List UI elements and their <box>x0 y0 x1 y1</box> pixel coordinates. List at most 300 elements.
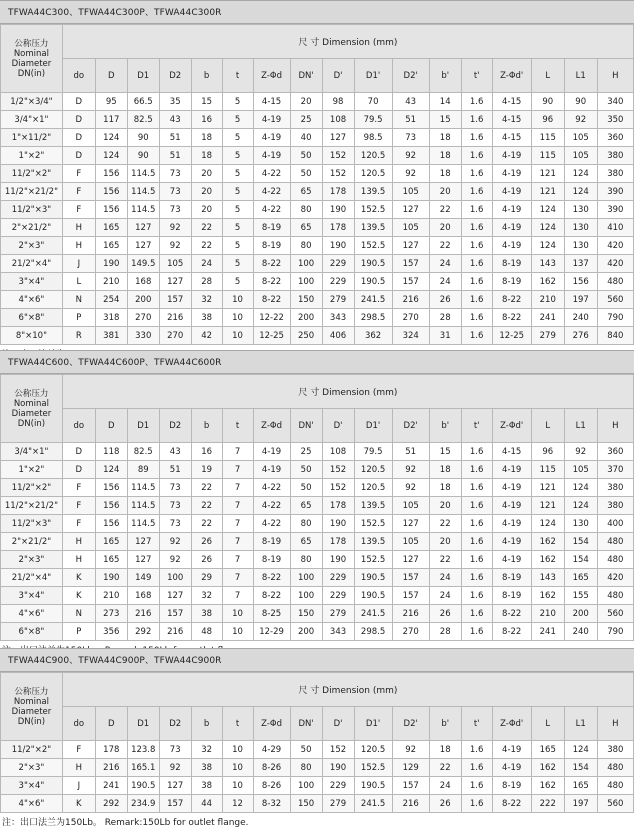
table-cell: 480 <box>597 533 633 551</box>
table-cell: 380 <box>597 741 633 759</box>
table-cell: 4-19 <box>253 129 290 147</box>
table-cell: 241 <box>531 309 564 327</box>
table-row <box>1 587 634 605</box>
table-cell: 298.5 <box>354 623 392 641</box>
table-cell: F <box>62 201 95 219</box>
table-cell: 7 <box>222 587 253 605</box>
table-cell: 350 <box>597 111 633 129</box>
column-header: Z-Φd' <box>492 409 531 443</box>
column-header: t <box>222 707 253 741</box>
size-cell: 6"×8" <box>1 309 63 327</box>
table-cell: 8-19 <box>492 587 531 605</box>
table-cell: H <box>62 237 95 255</box>
table-cell: 18 <box>429 129 461 147</box>
table-cell: 38 <box>191 605 222 623</box>
table-cell: 79.5 <box>354 443 392 461</box>
table-cell: 8-19 <box>253 533 290 551</box>
table-cell: 276 <box>564 327 597 345</box>
table-cell: 28 <box>429 623 461 641</box>
table-cell: 96 <box>531 111 564 129</box>
table-cell: 50 <box>290 479 322 497</box>
table-row <box>1 497 634 515</box>
table-cell: 229 <box>322 587 354 605</box>
table-cell: F <box>62 497 95 515</box>
table-cell: 127 <box>127 219 159 237</box>
table-cell: 26 <box>429 795 461 813</box>
table-cell: R <box>62 327 95 345</box>
table-cell: 356 <box>95 623 127 641</box>
table-cell: 105 <box>564 147 597 165</box>
table-cell: 20 <box>191 165 222 183</box>
table-cell: 152.5 <box>354 759 392 777</box>
table-cell: 162 <box>531 777 564 795</box>
column-header: D2' <box>392 59 429 93</box>
table-cell: 400 <box>597 515 633 533</box>
table-cell: 1.6 <box>461 605 492 623</box>
table-cell: 330 <box>127 327 159 345</box>
table-cell: 118 <box>95 443 127 461</box>
size-cell: 3"×4" <box>1 273 63 291</box>
size-cell: 2"×3" <box>1 551 63 569</box>
table-cell: 197 <box>564 291 597 309</box>
table-cell: 127 <box>392 515 429 533</box>
table-cell: 92 <box>392 479 429 497</box>
size-cell: 1"×2" <box>1 147 63 165</box>
column-header: t <box>222 409 253 443</box>
table-cell: 10 <box>222 309 253 327</box>
table-cell: 8-22 <box>253 587 290 605</box>
table-cell: 90 <box>564 93 597 111</box>
table-cell: 90 <box>127 129 159 147</box>
table-row <box>1 741 634 759</box>
table-cell: 18 <box>191 147 222 165</box>
column-header: b <box>191 707 222 741</box>
table-cell: 90 <box>531 93 564 111</box>
table-cell: 73 <box>392 129 429 147</box>
table-cell: 1.6 <box>461 327 492 345</box>
table-cell: 10 <box>222 605 253 623</box>
table-cell: 108 <box>322 111 354 129</box>
table-cell: 7 <box>222 461 253 479</box>
nominal-header-line: 公称压力 <box>14 686 49 697</box>
table-cell: F <box>62 183 95 201</box>
table-cell: 216 <box>392 795 429 813</box>
table-cell: H <box>62 759 95 777</box>
table-cell: 51 <box>392 443 429 461</box>
table-cell: 7 <box>222 479 253 497</box>
spec-section-c900 <box>0 648 634 833</box>
table-cell: 152 <box>322 479 354 497</box>
table-cell: 1.6 <box>461 309 492 327</box>
table-cell: 8-19 <box>492 777 531 795</box>
table-cell: 105 <box>159 255 191 273</box>
table-cell: 5 <box>222 165 253 183</box>
table-cell: 127 <box>127 551 159 569</box>
spec-section-c600 <box>0 350 634 661</box>
size-cell: 1/2"×3/4" <box>1 93 63 111</box>
table-cell: 480 <box>597 777 633 795</box>
table-cell: 95 <box>95 93 127 111</box>
table-cell: 8-22 <box>492 309 531 327</box>
table-cell: 4-15 <box>492 129 531 147</box>
table-cell: 380 <box>597 479 633 497</box>
table-cell: 65 <box>290 497 322 515</box>
table-cell: 292 <box>127 623 159 641</box>
table-title: TFWA44C600、TFWA44C600P、TFWA44C600R <box>0 350 634 374</box>
table-cell: 42 <box>191 327 222 345</box>
table-cell: 1.6 <box>461 461 492 479</box>
spec-table <box>0 24 634 345</box>
table-cell: 105 <box>564 461 597 479</box>
table-cell: 10 <box>222 623 253 641</box>
table-cell: 1.6 <box>461 273 492 291</box>
column-header: do <box>62 59 95 93</box>
table-cell: 20 <box>191 183 222 201</box>
table-cell: 270 <box>159 327 191 345</box>
column-header: DN' <box>290 59 322 93</box>
nominal-header-line: Nominal <box>13 398 49 409</box>
table-cell: 165 <box>95 237 127 255</box>
column-header: D2 <box>159 409 191 443</box>
table-cell: 380 <box>597 497 633 515</box>
table-cell: H <box>62 551 95 569</box>
table-cell: 127 <box>392 551 429 569</box>
table-cell: 1.6 <box>461 165 492 183</box>
table-cell: 114.5 <box>127 201 159 219</box>
table-cell: 22 <box>429 515 461 533</box>
table-row <box>1 147 634 165</box>
table-cell: 98 <box>322 93 354 111</box>
table-cell: 390 <box>597 183 633 201</box>
table-cell: 152 <box>322 461 354 479</box>
table-cell: 18 <box>191 129 222 147</box>
size-cell: 2"×21/2" <box>1 533 63 551</box>
table-cell: 178 <box>322 497 354 515</box>
table-cell: 152 <box>322 741 354 759</box>
table-cell: 7 <box>222 569 253 587</box>
size-cell: 3/4"×1" <box>1 443 63 461</box>
table-cell: 154 <box>564 533 597 551</box>
table-cell: 24 <box>429 569 461 587</box>
table-cell: 168 <box>127 273 159 291</box>
table-cell: 14 <box>429 93 461 111</box>
table-cell: 100 <box>290 587 322 605</box>
table-cell: 165 <box>564 777 597 795</box>
table-cell: F <box>62 165 95 183</box>
table-cell: 26 <box>429 605 461 623</box>
table-cell: 80 <box>290 551 322 569</box>
table-cell: 1.6 <box>461 741 492 759</box>
table-cell: 156 <box>95 515 127 533</box>
table-cell: 24 <box>429 777 461 795</box>
table-cell: 5 <box>222 255 253 273</box>
table-cell: 254 <box>95 291 127 309</box>
table-cell: 1.6 <box>461 623 492 641</box>
table-row <box>1 605 634 623</box>
table-cell: 4-19 <box>492 759 531 777</box>
table-cell: 168 <box>127 587 159 605</box>
size-cell: 11/2"×2" <box>1 479 63 497</box>
column-header: DN' <box>290 409 322 443</box>
spec-section-c300 <box>0 0 634 365</box>
table-cell: 20 <box>429 497 461 515</box>
table-cell: 143 <box>531 569 564 587</box>
table-cell: 124 <box>564 183 597 201</box>
table-cell: 92 <box>564 111 597 129</box>
table-cell: 8-22 <box>492 605 531 623</box>
table-cell: 241.5 <box>354 795 392 813</box>
table-cell: 343 <box>322 623 354 641</box>
table-cell: 190.5 <box>354 255 392 273</box>
table-cell: 200 <box>127 291 159 309</box>
table-cell: 12-22 <box>253 309 290 327</box>
table-cell: 216 <box>392 291 429 309</box>
table-cell: 7 <box>222 551 253 569</box>
table-cell: 105 <box>392 533 429 551</box>
table-cell: 154 <box>564 551 597 569</box>
table-cell: 22 <box>191 515 222 533</box>
table-cell: 22 <box>191 219 222 237</box>
table-cell: H <box>62 219 95 237</box>
table-cell: 40 <box>290 129 322 147</box>
table-cell: 190 <box>95 569 127 587</box>
size-cell: 4"×6" <box>1 291 63 309</box>
table-cell: 90 <box>127 147 159 165</box>
table-cell: 130 <box>564 237 597 255</box>
table-cell: 178 <box>322 533 354 551</box>
table-cell: 165 <box>531 741 564 759</box>
table-cell: 4-19 <box>492 515 531 533</box>
table-cell: 152.5 <box>354 515 392 533</box>
table-cell: 1.6 <box>461 443 492 461</box>
table-cell: 139.5 <box>354 183 392 201</box>
table-cell: 92 <box>392 461 429 479</box>
table-cell: 4-19 <box>253 147 290 165</box>
table-cell: 8-19 <box>253 219 290 237</box>
table-cell: 124 <box>531 219 564 237</box>
size-cell: 1"×11/2" <box>1 129 63 147</box>
table-cell: 560 <box>597 795 633 813</box>
table-row <box>1 93 634 111</box>
dimension-header: 尺 寸 Dimension (mm) <box>62 673 633 707</box>
table-cell: 20 <box>191 201 222 219</box>
table-cell: 4-22 <box>253 497 290 515</box>
table-cell: 8-32 <box>253 795 290 813</box>
table-cell: 5 <box>222 219 253 237</box>
table-cell: 270 <box>392 623 429 641</box>
table-cell: 4-19 <box>253 461 290 479</box>
size-cell: 11/2"×2" <box>1 165 63 183</box>
table-cell: 343 <box>322 309 354 327</box>
table-row <box>1 111 634 129</box>
nominal-header-line: 公称压力 <box>14 388 49 399</box>
table-cell: 96 <box>531 443 564 461</box>
column-header: D2 <box>159 707 191 741</box>
nominal-header-line: Diameter <box>11 706 52 717</box>
table-row <box>1 273 634 291</box>
table-cell: 124 <box>95 461 127 479</box>
column-header: H <box>597 409 633 443</box>
table-cell: 165 <box>564 569 597 587</box>
table-cell: 12-25 <box>492 327 531 345</box>
size-cell: 3"×4" <box>1 587 63 605</box>
table-cell: 22 <box>429 759 461 777</box>
table-cell: K <box>62 587 95 605</box>
size-cell: 2"×21/2" <box>1 219 63 237</box>
table-cell: 114.5 <box>127 479 159 497</box>
table-cell: 24 <box>429 587 461 605</box>
table-cell: 8-19 <box>253 551 290 569</box>
table-cell: 51 <box>159 129 191 147</box>
table-cell: 229 <box>322 569 354 587</box>
table-cell: 8-26 <box>253 759 290 777</box>
table-cell: 100 <box>290 569 322 587</box>
table-cell: 80 <box>290 759 322 777</box>
dimension-header: 尺 寸 Dimension (mm) <box>62 375 633 409</box>
table-cell: 1.6 <box>461 515 492 533</box>
table-cell: 1.6 <box>461 237 492 255</box>
table-cell: 4-19 <box>492 165 531 183</box>
table-cell: 340 <box>597 93 633 111</box>
table-cell: 137 <box>564 255 597 273</box>
table-cell: 117 <box>95 111 127 129</box>
table-cell: 143 <box>531 255 564 273</box>
table-cell: 105 <box>392 183 429 201</box>
dimension-header: 尺 寸 Dimension (mm) <box>62 25 633 59</box>
table-cell: 1.6 <box>461 533 492 551</box>
table-row <box>1 533 634 551</box>
table-cell: 4-15 <box>492 93 531 111</box>
table-cell: 124 <box>564 165 597 183</box>
table-cell: P <box>62 623 95 641</box>
table-cell: 12-25 <box>253 327 290 345</box>
table-cell: 92 <box>392 165 429 183</box>
table-cell: 129 <box>392 759 429 777</box>
table-cell: J <box>62 777 95 795</box>
table-cell: 178 <box>95 741 127 759</box>
table-cell: 4-19 <box>492 201 531 219</box>
table-row <box>1 443 634 461</box>
nominal-header-line: Nominal <box>13 48 49 59</box>
table-row <box>1 479 634 497</box>
nominal-header-line: Nominal <box>13 696 49 707</box>
table-cell: 178 <box>322 219 354 237</box>
table-cell: 292 <box>95 795 127 813</box>
table-cell: 4-19 <box>492 461 531 479</box>
table-row <box>1 309 634 327</box>
table-cell: 156 <box>95 479 127 497</box>
table-cell: 190 <box>322 237 354 255</box>
table-cell: 18 <box>429 461 461 479</box>
table-cell: 1.6 <box>461 795 492 813</box>
table-cell: 380 <box>597 147 633 165</box>
table-cell: 190 <box>322 551 354 569</box>
table-cell: 12-29 <box>253 623 290 641</box>
table-row <box>1 569 634 587</box>
table-cell: 38 <box>191 309 222 327</box>
table-cell: 165.1 <box>127 759 159 777</box>
table-cell: 190.5 <box>127 777 159 795</box>
table-row <box>1 515 634 533</box>
table-cell: 10 <box>222 741 253 759</box>
column-header: D <box>95 59 127 93</box>
column-header: Z-Φd' <box>492 707 531 741</box>
table-cell: 1.6 <box>461 759 492 777</box>
table-cell: 43 <box>392 93 429 111</box>
table-cell: 29 <box>191 569 222 587</box>
table-cell: 73 <box>159 183 191 201</box>
table-cell: 92 <box>392 147 429 165</box>
table-cell: 15 <box>429 111 461 129</box>
table-cell: 241 <box>95 777 127 795</box>
table-cell: 190.5 <box>354 587 392 605</box>
table-cell: 4-19 <box>253 111 290 129</box>
table-cell: 480 <box>597 587 633 605</box>
table-cell: 156 <box>564 273 597 291</box>
table-cell: 216 <box>95 759 127 777</box>
table-cell: 360 <box>597 443 633 461</box>
table-cell: 26 <box>191 551 222 569</box>
table-cell: 127 <box>127 533 159 551</box>
table-cell: 4-19 <box>492 183 531 201</box>
table-cell: 114.5 <box>127 515 159 533</box>
table-cell: P <box>62 309 95 327</box>
table-row <box>1 551 634 569</box>
column-header: DN' <box>290 707 322 741</box>
table-cell: 410 <box>597 219 633 237</box>
table-cell: N <box>62 291 95 309</box>
table-cell: 51 <box>159 147 191 165</box>
table-cell: 229 <box>322 273 354 291</box>
table-cell: 73 <box>159 515 191 533</box>
table-cell: 7 <box>222 515 253 533</box>
table-cell: 210 <box>95 273 127 291</box>
table-cell: 24 <box>191 255 222 273</box>
table-cell: 38 <box>191 777 222 795</box>
table-cell: 241.5 <box>354 605 392 623</box>
table-cell: 98.5 <box>354 129 392 147</box>
column-header: L <box>531 409 564 443</box>
table-cell: 105 <box>392 219 429 237</box>
table-row <box>1 777 634 795</box>
table-cell: 8-19 <box>492 569 531 587</box>
table-cell: 8-22 <box>492 291 531 309</box>
table-cell: 139.5 <box>354 497 392 515</box>
table-row <box>1 461 634 479</box>
table-cell: 26 <box>191 533 222 551</box>
table-cell: 127 <box>322 129 354 147</box>
table-cell: 8-22 <box>253 291 290 309</box>
table-cell: 1.6 <box>461 479 492 497</box>
column-header: L <box>531 59 564 93</box>
table-cell: 20 <box>290 93 322 111</box>
size-cell: 8"×10" <box>1 327 63 345</box>
table-row <box>1 255 634 273</box>
size-cell: 6"×8" <box>1 623 63 641</box>
table-cell: 241 <box>531 623 564 641</box>
table-cell: 165 <box>95 551 127 569</box>
table-cell: 26 <box>429 291 461 309</box>
column-header: D2 <box>159 59 191 93</box>
table-cell: N <box>62 605 95 623</box>
table-cell: 120.5 <box>354 461 392 479</box>
table-cell: 32 <box>191 741 222 759</box>
column-header: L1 <box>564 409 597 443</box>
table-cell: 108 <box>322 443 354 461</box>
table-cell: 92 <box>159 759 191 777</box>
table-cell: 229 <box>322 255 354 273</box>
table-row <box>1 183 634 201</box>
